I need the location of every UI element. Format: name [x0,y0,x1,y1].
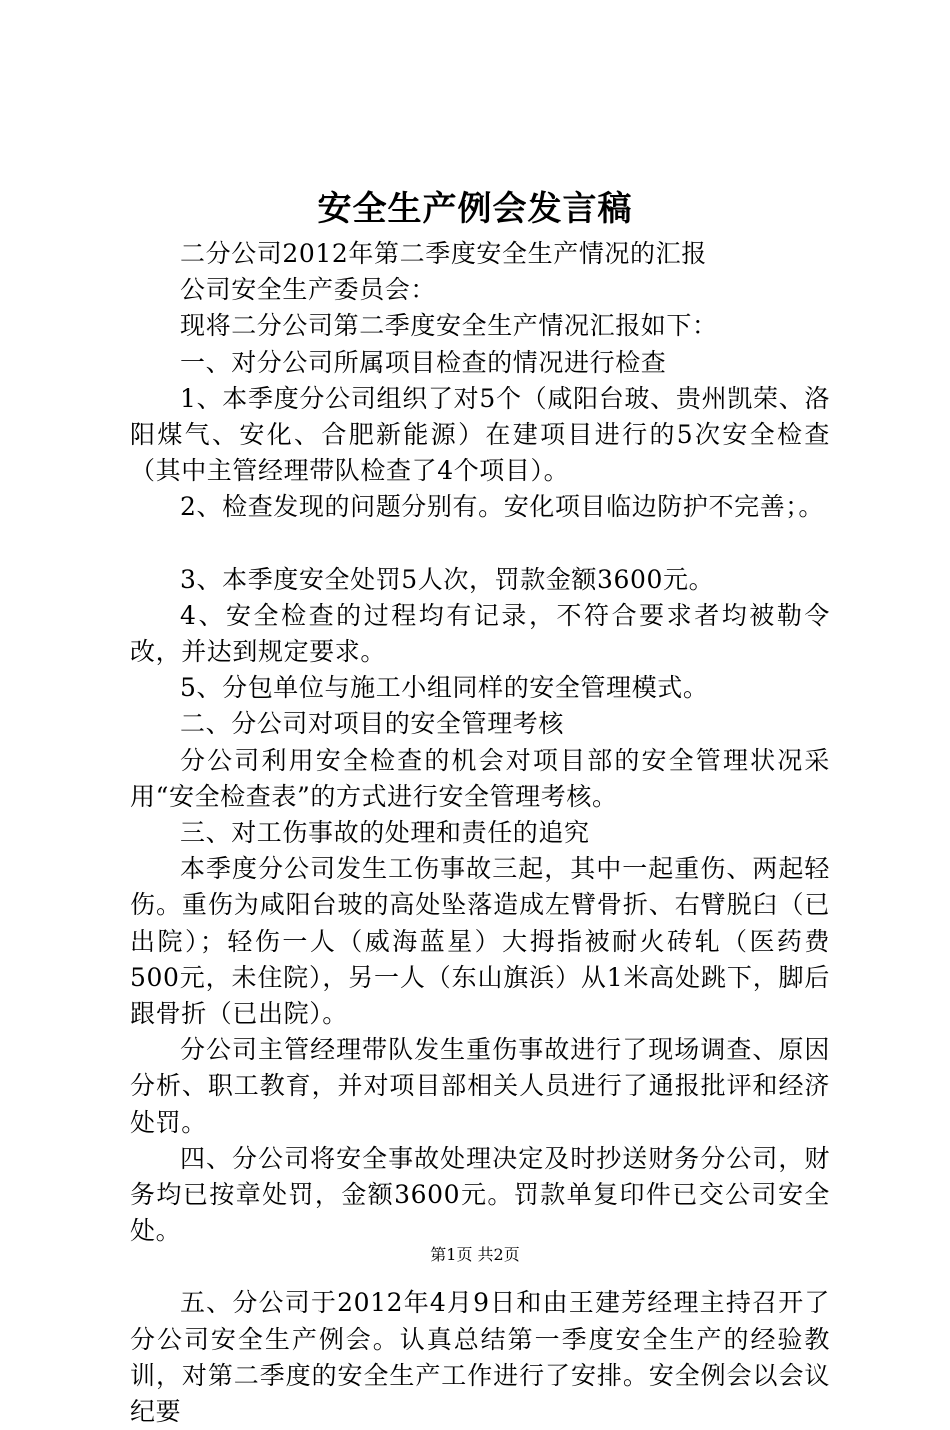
paragraph-accidents: 本季度分公司发生工伤事故三起，其中一起重伤、两起轻伤。重伤为咸阳台玻的高处坠落造成左臂骨折、右臂脱臼（已出院）；轻伤一人（威海蓝星）大拇指被耐火砖轧（医药费500元，未住院），另一人（东山旗浜）从1米高处跳下，脚后跟骨折（已出院）。 [130,854,830,1029]
paragraph-item-1: 1、本季度分公司组织了对5个（咸阳台玻、贵州凯荣、洛阳煤气、安化、合肥新能源）在建项目进行的5次安全检查（其中主管经理带队检查了4个项目）。 [130,383,830,486]
section-4: 四、分公司将安全事故处理决定及时抄送财务分公司，财务均已按章处罚，金额3600元。罚款单复印件已交公司安全处。 [130,1143,830,1246]
paragraph-item-4: 4、安全检查的过程均有记录，不符合要求者均被勒令改，并达到规定要求。 [130,600,830,667]
section-heading-1: 一、对分公司所属项目检查的情况进行检查 [180,347,667,377]
section-heading-3: 三、对工伤事故的处理和责任的追究 [180,818,590,848]
page-number: 第1页 共2页 [430,1245,520,1264]
paragraph-item-5: 5、分包单位与施工小组同样的安全管理模式。 [180,673,709,703]
paragraph-investigation: 分公司主管经理带队发生重伤事故进行了现场调查、原因分析、职工教育，并对项目部相关人员进行了通报批评和经济处罚。 [130,1035,830,1137]
paragraph-intro: 现将二分公司第二季度安全生产情况汇报如下： [180,311,718,341]
document-title: 安全生产例会发言稿 [317,189,633,229]
section-heading-2: 二、分公司对项目的安全管理考核 [180,709,565,739]
paragraph-report-heading: 二分公司2012年第二季度安全生产情况的汇报 [180,239,707,268]
paragraph-salutation: 公司安全生产委员会： [180,275,437,305]
paragraph-item-2: 2、检查发现的问题分别有。安化项目临边防护不完善；。 [180,492,825,522]
blank-line [130,526,830,562]
paragraph-item-3: 3、本季度安全处罚5人次，罚款金额3600元。 [180,564,715,594]
section-5: 五、分公司于2012年4月9日和由王建芳经理主持召开了分公司安全生产例会。认真总结第一季度安全生产的经验教训，对第二季度的安全生产工作进行了安排。安全例会以会议纪要 [130,1288,830,1427]
paragraph-assessment: 分公司利用安全检查的机会对项目部的安全管理状况采用“安全检查表”的方式进行安全管理考核。 [130,745,830,811]
